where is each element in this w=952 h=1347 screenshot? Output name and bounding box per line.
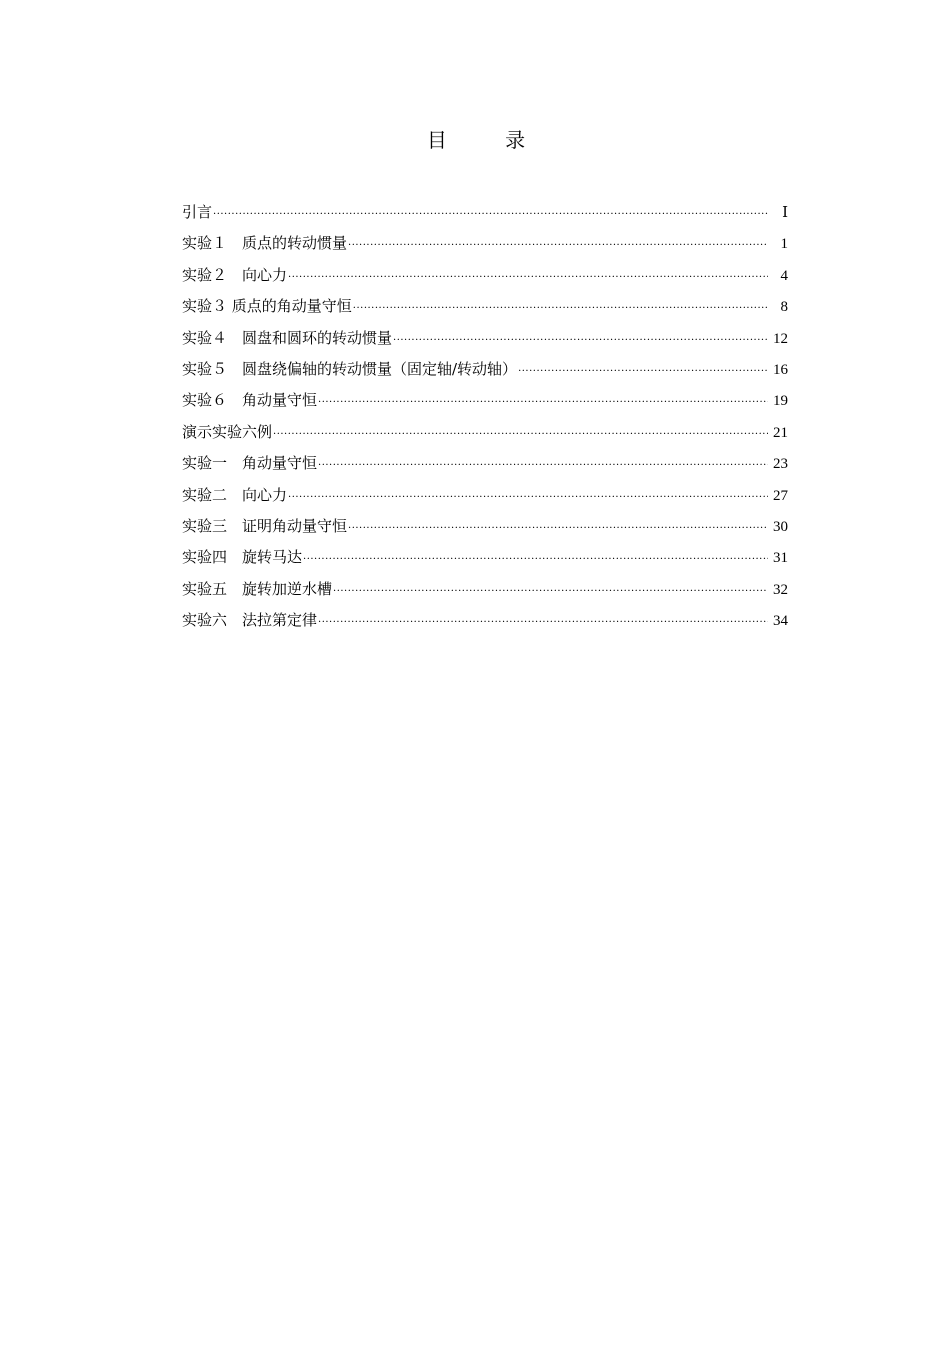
dot-leader (288, 262, 768, 293)
toc-entry-label: 实验二 向心力 (182, 485, 288, 504)
toc-entry-page: 8 (780, 299, 788, 316)
toc-entry-page: 4 (780, 267, 788, 284)
dot-leader (288, 482, 768, 513)
toc-entry-label: 引言 (182, 203, 213, 221)
toc-entry-experiment-4[interactable] (182, 323, 788, 354)
dot-leader (348, 513, 768, 544)
toc-entry-experiment-6[interactable] (182, 385, 788, 416)
toc-entry-label: 实验１ 质点的转动惯量 (182, 234, 348, 253)
toc-entry-page: Ⅰ (782, 205, 788, 221)
toc-entry-introduction[interactable] (182, 197, 788, 228)
toc-entry-demo-1[interactable] (182, 448, 788, 479)
toc-entry-page: 19 (773, 393, 788, 410)
toc-entry-page: 30 (773, 518, 788, 535)
toc-entry-page: 34 (773, 613, 788, 630)
toc-entry-demo-3[interactable] (182, 511, 788, 542)
toc-entry-label: 实验４ 圆盘和圆环的转动惯量 (182, 328, 393, 347)
toc-entry-page: 23 (773, 456, 788, 473)
toc-entry-label: 实验一 角动量守恒 (182, 454, 318, 473)
toc-entry-label: 实验６ 角动量守恒 (182, 391, 318, 410)
toc-entry-label: 实验三 证明角动量守恒 (182, 516, 348, 535)
toc-entry-demo-experiments[interactable] (182, 417, 788, 448)
toc-entry-label: 实验六 法拉第定律 (182, 611, 318, 630)
dot-leader (303, 544, 768, 575)
toc-entry-demo-6[interactable] (182, 605, 788, 636)
toc-entry-label: 实验２ 向心力 (182, 265, 288, 284)
dot-leader (318, 387, 768, 418)
toc-entry-demo-2[interactable] (182, 480, 788, 511)
toc-entry-label: 演示实验六例 (182, 422, 273, 441)
dot-leader (348, 230, 768, 261)
dot-leader (318, 607, 768, 638)
toc-entry-page: 16 (773, 361, 788, 378)
toc-entry-page: 27 (773, 487, 788, 504)
toc-entry-label: 实验四 旋转马达 (182, 548, 303, 567)
toc-entry-experiment-1[interactable] (182, 228, 788, 259)
toc-entry-experiment-3[interactable] (182, 291, 788, 322)
toc-entry-demo-4[interactable] (182, 542, 788, 573)
toc-entry-page: 1 (780, 236, 788, 253)
dot-leader (318, 450, 768, 481)
table-of-contents (182, 197, 788, 636)
toc-entry-demo-5[interactable] (182, 574, 788, 605)
dot-leader (273, 419, 768, 450)
toc-entry-label: 实验３ 质点的角动量守恒 (182, 297, 352, 316)
page-title: 目 录 (426, 128, 552, 152)
toc-entry-page: 32 (773, 581, 788, 598)
toc-entry-page: 12 (773, 330, 788, 347)
toc-entry-page: 21 (773, 424, 788, 441)
toc-entry-experiment-2[interactable] (182, 260, 788, 291)
toc-entry-label: 实验五 旋转加逆水槽 (182, 579, 333, 598)
dot-leader (333, 576, 768, 607)
dot-leader (393, 325, 768, 356)
toc-entry-experiment-5[interactable] (182, 354, 788, 385)
toc-entry-page: 31 (773, 550, 788, 567)
dot-leader (353, 293, 768, 324)
dot-leader (213, 199, 768, 230)
toc-entry-label: 实验５ 圆盘绕偏轴的转动惯量（固定轴/转动轴） (182, 359, 518, 378)
dot-leader (518, 356, 768, 387)
